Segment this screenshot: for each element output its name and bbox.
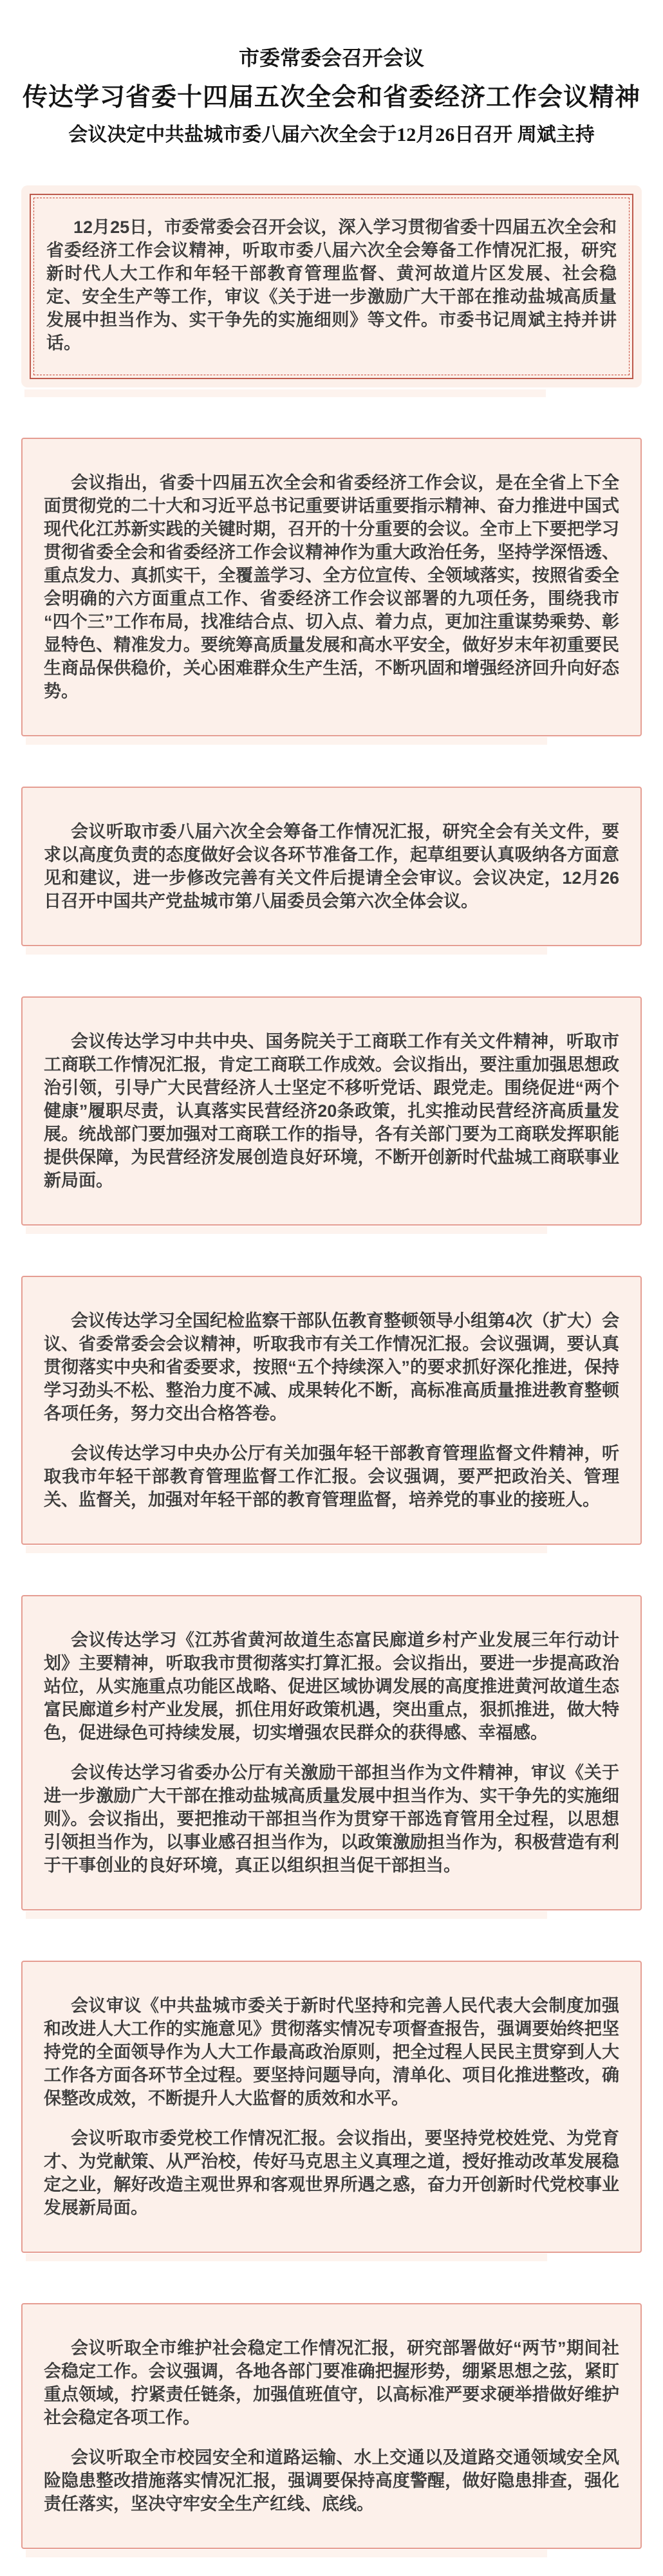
section-inner (44, 471, 619, 703)
paragraph: 会议传达学习全国纪检监察干部队伍教育整顿领导小组第4次（扩大）会议、省委常委会会议精神，听取我市有关工作情况汇报。会议强调，要认真贯彻落实中央和省委要求，按照“五个持续深入”的要求抓好深化推进，保持学习劲头不松、整治力度不减、成果转化不断，高标准高质量推进教育整顿各项任务，努力交出合格答卷。 (44, 1311, 620, 1423)
section-inner (44, 1309, 619, 1511)
paragraph: 12月25日，市委常委会召开会议，深入学习贯彻省委十四届五次全会和省委经济工作会议精神，听取市委八届六次全会筹备工作情况汇报，研究新时代人大工作和年轻干部教育管理监督、黄河故道片区发展、社会稳定、安全生产等工作，审议《关于进一步激励广大干部在推动盐城高质量发展中担当作为、实干争先的实施细则》等文件。市委书记周斌主持并讲话。 (46, 218, 617, 353)
paragraph: 会议听取市委八届六次全会筹备工作情况汇报，研究全会有关文件，要求以高度负责的态度做好会议各环节准备工作，起草组要认真吸纳各方面意见和建议，进一步修改完善有关文件后提请全会审议。会议决定，12月26日召开中国共产党盐城市第八届委员会第六次全体会议。 (44, 822, 619, 911)
section-inner (44, 1030, 619, 1192)
article-body (0, 185, 663, 2549)
meeting-section (21, 438, 642, 736)
meeting-section (21, 1595, 642, 1910)
sub-headline: 会议决定中共盐城市委八届六次全会于12月26日召开 周斌主持 (68, 124, 595, 145)
section-inner (30, 194, 633, 379)
section-inner (44, 1629, 619, 1877)
paragraph: 会议传达学习中央办公厅有关加强年轻干部教育管理监督文件精神，听取我市年轻干部教育管理监督工作汇报。会议强调，要严把政治关、管理关、监督关，加强对年轻干部的教育管理监督，培养党的事业的接班人。 (44, 1444, 619, 1509)
section-inner (44, 820, 619, 913)
paragraph: 会议传达学习《江苏省黄河故道生态富民廊道乡村产业发展三年行动计划》主要精神，听取我市贯彻落实打算汇报。会议指出，要进一步提高政治站位，从实施重点功能区战略、促进区域协调发展的高度推进黄河故道生态富民廊道乡村产业发展，抓住用好政策机遇，突出重点，狠抓推进，做大特色，促进绿色可持续发展，切实增强农民群众的获得感、幸福感。 (44, 1630, 619, 1742)
meeting-section (21, 787, 642, 946)
section-inner (44, 2337, 619, 2515)
meeting-section (21, 2303, 642, 2549)
paragraph: 会议指出，省委十四届五次全会和省委经济工作会议，是在全省上下全面贯彻党的二十大和习近平总书记重要讲话重要指示精神、奋力推进中国式现代化江苏新实践的关键时期，召开的十分重要的会议。全市上下要把学习贯彻省委全会和省委经济工作会议精神作为重大政治任务，坚持学深悟透、重点发力、真抓实干，全覆盖学习、全方位宣传、全领域落实，按照省委全会明确的六方面重点工作、省委经济工作会议部署的九项任务，围绕我市“四个三”工作布局，找准结合点、切入点、着力点，更加注重谋势乘势、彰显特色、精准发力。要统筹高质量发展和高水平安全，做好岁末年初重要民生商品保供稳价，关心困难群众生产生活，不断巩固和增强经济回升向好态势。 (44, 473, 619, 701)
meeting-section (21, 996, 642, 1226)
meeting-section (21, 1961, 642, 2253)
paragraph: 会议传达学习省委办公厅有关激励干部担当作为文件精神，审议《关于进一步激励广大干部在推动盐城高质量发展中担当作为、实干争先的实施细则》。会议指出，要把推动干部担当作为贯穿干部选育管用全过程，以思想引领担当作为，以事业感召担当作为，以政策激励担当作为，积极营造有利于干事创业的良好环境，真正以组织担当促干部担当。 (44, 1763, 619, 1875)
paragraph: 会议听取全市校园安全和道路运输、水上交通以及道路交通领域安全风险隐患整改措施落实情况汇报，强调要保持高度警醒，做好隐患排查，强化责任落实，坚决守牢安全生产红线、底线。 (44, 2448, 619, 2514)
meeting-section (21, 185, 642, 387)
paragraph: 会议听取市委党校工作情况汇报。会议指出，要坚持党校姓党、为党育才、为党献策、从严治校，传好马克思主义真理之道，授好推动改革发展稳定之业，解好改造主观世界和客观世界所遇之惑，奋力开创新时代党校事业发展新局面。 (44, 2129, 619, 2217)
main-headline: 传达学习省委十四届五次全会和省委经济工作会议精神 (22, 84, 640, 111)
section-inner (44, 1994, 619, 2219)
paragraph: 会议听取全市维护社会稳定工作情况汇报，研究部署做好“两节”期间社会稳定工作。会议强调，各地各部门要准确把握形势，绷紧思想之弦，紧盯重点领域，拧紧责任链条，加强值班值守，以高标准严要求硬举措做好维护社会稳定各项工作。 (44, 2338, 619, 2427)
meeting-section (21, 1276, 642, 1545)
kicker-title: 市委常委会召开会议 (238, 46, 424, 70)
paragraph: 会议审议《中共盐城市委关于新时代坚持和完善人民代表大会制度加强和改进人大工作的实施意见》贯彻落实情况专项督查报告，强调要始终把坚持党的全面领导作为人大工作最高政治原则，把全过程人民民主贯穿到人大工作各方面各环节全过程。要坚持问题导向，清单化、项目化推进整改，确保整改成效，不断提升人大监督的质效和水平。 (44, 1996, 619, 2108)
paragraph: 会议传达学习中共中央、国务院关于工商联工作有关文件精神，听取市工商联工作情况汇报，肯定工商联工作成效。会议指出，要注重加强思想政治引领，引导广大民营经济人士坚定不移听党话、跟党走。围绕促进“两个健康”履职尽责，认真落实民营经济20条政策，扎实推动民营经济高质量发展。统战部门要加强对工商联工作的指导，各有关部门要为工商联发挥职能提供保障，为民营经济发展创造良好环境，不断开创新时代盐城工商联事业新局面。 (44, 1032, 619, 1190)
